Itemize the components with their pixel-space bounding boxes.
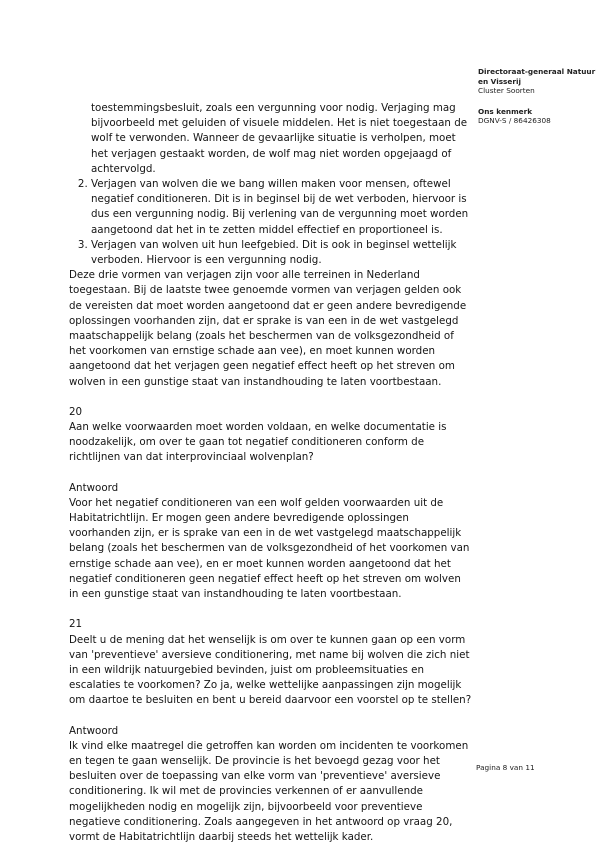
paragraph: Deze drie vormen van verjagen zijn voor alle terreinen in Nederland toegestaan. Bij de laatste twee genoemde vormen van verjagen gelden ook de vereisten dat moet worden aangetoond dat er geen andere bevredigende oplossingen voorhanden zijn, dat er sprake is van een in de wet vastgelegd maatschappelijk belang (zoals het beschermen van de volksgezondheid of het voorkomen van ernstige schade aan vee), en moet kunnen worden aangetoond dat het verjagen geen negatief effect heeft op het streven om wolven in een gunstige staat van instandhouding te laten voortbestaan.: [69, 269, 467, 388]
list-item: 2. Verjagen van wolven die we bang willen maken voor mensen, oftewel negatief conditioneren. Dit is in beginsel bij de wet verboden, hiervoor is dus een vergunning nodig. Bij verlening van de vergunning moet worden aangetoond dat het in te zetten middel effectief en proportioneel is.: [91, 177, 473, 238]
org-cluster: Cluster Soorten: [478, 86, 535, 96]
org-name-line1: Directoraat-generaal Natuur: [478, 67, 596, 76]
document-body: [69, 101, 473, 845]
answer-label: Antwoord: [69, 724, 119, 737]
question-text: Deelt u de mening dat het wenselijk is om over te kunnen gaan op een vorm van 'preventieve' aversieve conditionering, met name bij wolven die zich niet in een wildrijk natuurgebied bevinden, juist om probleemsituaties en escalaties te voorkomen? Zo ja, welke wettelijke aanpassingen zijn mogelijk om daartoe te besluiten en bent u bereid daarvoor een voorstel op te stellen?: [69, 633, 472, 707]
list-item: 3. Verjagen van wolven uit hun leefgebied. Dit is ook in beginsel wettelijk verboden. Hiervoor is een vergunning nodig.: [91, 238, 473, 268]
answer-text: Voor het negatief conditioneren van een wolf gelden voorwaarden uit de Habitatrichtlijn. Er mogen geen andere bevredigende oplossingen voorhanden zijn, er is sprake van een in de wet vastgelegd maatschappelijk belang (zoals het beschermen van de volksgezondheid of het voorkomen van ernstige schade aan vee), en er moet kunnen worden aangetoond dat het negatief conditioneren geen negatief effect heeft op het streven om wolven in een gunstige staat van instandhouding te laten voortbestaan.: [69, 496, 470, 601]
continuation-text: toestemmingsbesluit, zoals een vergunning voor nodig. Verjaging mag bijvoorbeeld met geluiden of visuele middelen. Het is niet toegestaan de wolf te verwonden. Wanneer de gevaarlijke situatie is verholpen, moet het verjagen gestaakt worden, de wolf mag niet worden opgejaagd of achtervolgd.: [91, 102, 468, 175]
answer-text: Ik vind elke maatregel die getroffen kan worden om incidenten te voorkomen en tegen te gaan wenselijk. De provincie is het bevoegd gezag voor het besluiten over de toepassing van elke vorm van 'preventieve' aversieve conditionering. Ik wil met de provincies verkennen of er aanvullende mogelijkheden nodig en mogelijk zijn, bijvoorbeeld voor preventieve negatieve conditionering. Zoals aangegeven in het antwoord op vraag 20, vormt de Habitatrichtlijn daarbij steeds het wettelijk kader.: [69, 739, 469, 843]
question-number: 20: [69, 405, 83, 418]
question-number: 21: [69, 618, 83, 631]
org-name-line2: en Visserij: [478, 76, 521, 86]
question-text: Aan welke voorwaarden moet worden voldaan, en welke documentatie is noodzakelijk, om over te gaan tot negatief conditioneren conform de richtlijnen van dat interprovinciaal wolvenplan?: [69, 421, 447, 464]
page-number: Pagina 8 van 11: [476, 763, 535, 772]
sidebar-info: [478, 67, 604, 126]
answer-label: Antwoord: [69, 481, 119, 494]
numbered-list: [69, 177, 473, 268]
kenmerk-label: Ons kenmerk: [478, 106, 533, 116]
kenmerk-value: DGNV-S / 86426308: [478, 116, 551, 126]
